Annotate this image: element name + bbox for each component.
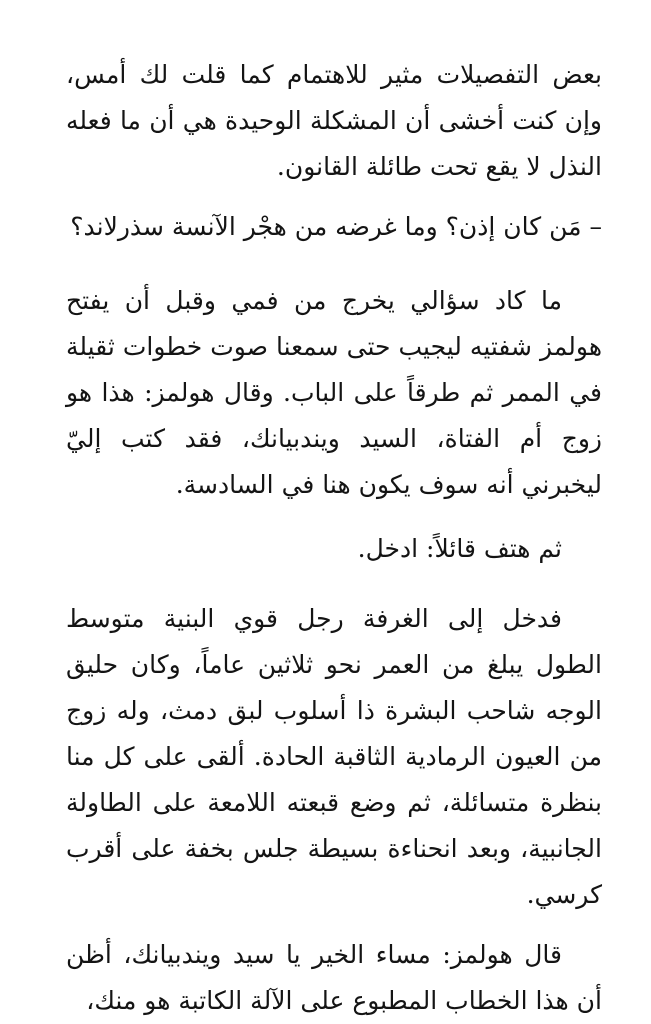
page-text	[66, 52, 602, 1024]
paragraph-come-in: ثم هتف قائلاً: ادخل.	[357, 534, 562, 563]
paragraph-holmes-greeting: قال هولمز: مساء الخير يا سيد ويندبيانك، أظن أن هذا الخطاب المطبوع على الآلة الكاتبة هو منك،	[66, 940, 602, 1015]
paragraph-knock-at-door: ما كاد سؤالي يخرج من فمي وقبل أن يفتح هولمز شفتيه ليجيب حتى سمعنا صوت خطوات ثقيلة في الممر ثم طرقاً على الباب. وقال هولمز: هذا هو زوج أم الفتاة، السيد ويندبيانك، فقد كتب إليّ ليخبرني أنه سوف يكون هنا في السادسة.	[66, 286, 602, 499]
paragraph-dialogue-question: – مَن كان إذن؟ وما غرضه من هجْر الآنسة سذرلاند؟	[70, 212, 602, 241]
paragraph-continuation: بعض التفصيلات مثير للاهتمام كما قلت لك أمس، وإن كنت أخشى أن المشكلة الوحيدة هي أن ما فعله النذل لا يقع تحت طائلة القانون.	[66, 60, 602, 181]
paragraph-visitor-description: فدخل إلى الغرفة رجل قوي البنية متوسط الطول يبلغ من العمر نحو ثلاثين عاماً، وكان حليق الوجه شاحب البشرة ذا أسلوب لبق دمث، وله زوج من العيون الرمادية الثاقبة الحادة. ألقى على كل منا بنظرة متسائلة، ثم وضع قبعته اللامعة على الطاولة الجانبية، وبعد انحناءة بسيطة جلس بخفة على أقرب كرسي.	[66, 604, 602, 909]
